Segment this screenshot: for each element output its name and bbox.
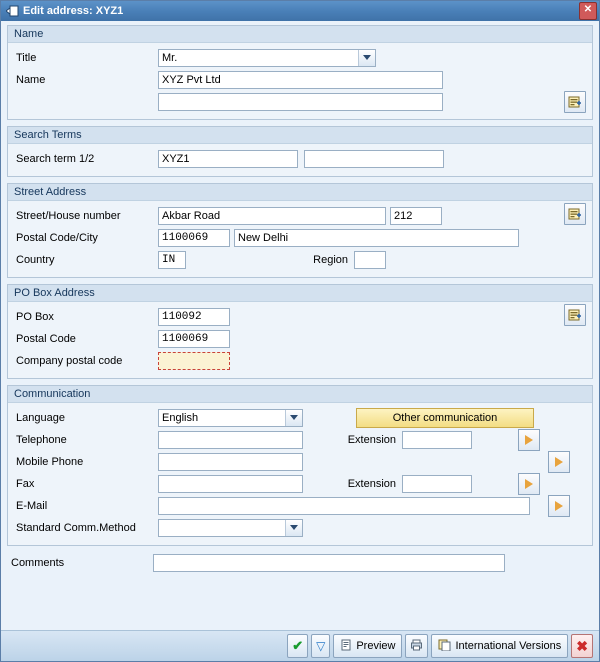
title-select[interactable] bbox=[158, 49, 376, 67]
arrow-right-icon[interactable] bbox=[518, 429, 540, 451]
search-term-2-field[interactable] bbox=[304, 150, 444, 168]
arrow-right-icon[interactable] bbox=[518, 473, 540, 495]
title-bar bbox=[1, 1, 599, 21]
email-field[interactable] bbox=[158, 497, 530, 515]
country-field[interactable] bbox=[158, 251, 186, 269]
company-postal-label: Company postal code bbox=[16, 354, 123, 367]
telephone-field[interactable] bbox=[158, 431, 303, 449]
green-check-icon: ✔ bbox=[292, 638, 304, 653]
cancel-button[interactable] bbox=[571, 634, 593, 658]
row-postal-city bbox=[14, 227, 586, 248]
fax-extension-field[interactable] bbox=[402, 475, 472, 493]
form-content bbox=[1, 21, 599, 630]
continue-button[interactable] bbox=[287, 634, 308, 658]
window-title: Edit address: XYZ1 bbox=[23, 5, 124, 17]
other-communication-button[interactable]: Other communication bbox=[356, 408, 534, 428]
group-street-title: Street Address bbox=[8, 184, 592, 201]
group-pobox-body bbox=[8, 302, 592, 378]
row-pobox bbox=[14, 306, 586, 327]
fax-field[interactable] bbox=[158, 475, 303, 493]
mobile-label: Mobile Phone bbox=[16, 455, 84, 468]
row-email bbox=[14, 495, 586, 516]
language-label: Language bbox=[16, 411, 65, 424]
telephone-extension-field[interactable] bbox=[402, 431, 472, 449]
row-comments bbox=[7, 552, 593, 574]
row-search-terms bbox=[14, 148, 586, 169]
arrow-right-icon[interactable] bbox=[548, 495, 570, 517]
postal-code-field[interactable] bbox=[158, 229, 230, 247]
group-pobox-title: PO Box Address bbox=[8, 285, 592, 302]
region-field[interactable] bbox=[354, 251, 386, 269]
group-po-box bbox=[7, 284, 593, 379]
telephone-extension-label: Extension bbox=[347, 433, 396, 446]
row-street bbox=[14, 205, 586, 226]
std-comm-label: Standard Comm.Method bbox=[16, 521, 136, 534]
red-x-icon: ✖ bbox=[576, 637, 588, 654]
group-communication-body bbox=[8, 403, 592, 545]
print-button[interactable] bbox=[405, 634, 428, 658]
filter-button[interactable] bbox=[311, 634, 330, 658]
email-label: E-Mail bbox=[16, 499, 48, 512]
mobile-field[interactable] bbox=[158, 453, 303, 471]
comments-field[interactable] bbox=[153, 554, 505, 572]
footer-toolbar bbox=[1, 630, 599, 661]
street-label: Street/House number bbox=[16, 209, 121, 222]
group-street-body bbox=[8, 201, 592, 277]
group-name bbox=[7, 25, 593, 120]
versions-icon bbox=[438, 639, 451, 654]
region-label: Region bbox=[313, 253, 348, 266]
address-detail-icon[interactable] bbox=[564, 203, 586, 225]
international-versions-button[interactable] bbox=[431, 634, 568, 658]
comments-label: Comments bbox=[11, 557, 65, 569]
group-search-terms bbox=[7, 126, 593, 177]
versions-label: International Versions bbox=[455, 640, 562, 652]
row-country-region bbox=[14, 249, 586, 270]
postal-city-label: Postal Code/City bbox=[16, 231, 98, 244]
country-label: Country bbox=[16, 253, 55, 266]
group-name-body bbox=[8, 43, 592, 119]
row-pobox-postal bbox=[14, 328, 586, 349]
fax-label: Fax bbox=[16, 477, 35, 490]
title-select-wrap bbox=[158, 49, 376, 67]
document-icon bbox=[340, 639, 352, 654]
row-language bbox=[14, 407, 586, 428]
name-field-2[interactable] bbox=[158, 93, 443, 111]
pobox-postal-label: Postal Code bbox=[16, 332, 76, 345]
funnel-icon: ▽ bbox=[316, 639, 326, 653]
row-company-postal bbox=[14, 350, 586, 371]
language-select[interactable] bbox=[158, 409, 303, 427]
search-term-1-field[interactable] bbox=[158, 150, 298, 168]
fax-extension-label: Extension bbox=[347, 477, 396, 490]
group-search-title: Search Terms bbox=[8, 127, 592, 144]
preview-button[interactable] bbox=[333, 634, 402, 658]
city-field[interactable] bbox=[234, 229, 519, 247]
pobox-postal-field[interactable] bbox=[158, 330, 230, 348]
language-select-wrap bbox=[158, 409, 303, 427]
group-communication-title: Communication bbox=[8, 386, 592, 403]
group-street-address bbox=[7, 183, 593, 278]
pobox-field[interactable] bbox=[158, 308, 230, 326]
pobox-label: PO Box bbox=[16, 310, 54, 323]
std-comm-select[interactable] bbox=[158, 519, 303, 537]
row-title bbox=[14, 47, 586, 68]
address-detail-icon[interactable] bbox=[564, 91, 586, 113]
edit-address-icon bbox=[5, 4, 19, 18]
row-fax bbox=[14, 473, 586, 494]
printer-icon bbox=[410, 639, 423, 654]
row-name1 bbox=[14, 69, 586, 90]
house-number-field[interactable] bbox=[390, 207, 442, 225]
group-communication bbox=[7, 385, 593, 546]
name-label: Name bbox=[16, 73, 46, 86]
group-search-body bbox=[8, 144, 592, 176]
title-label: Title bbox=[16, 51, 37, 64]
preview-label: Preview bbox=[356, 640, 396, 652]
company-postal-field[interactable] bbox=[158, 352, 230, 370]
search-term-label: Search term 1/2 bbox=[16, 152, 95, 165]
row-mobile bbox=[14, 451, 586, 472]
telephone-label: Telephone bbox=[16, 433, 67, 446]
row-telephone bbox=[14, 429, 586, 450]
address-detail-icon[interactable] bbox=[564, 304, 586, 326]
std-comm-select-wrap bbox=[158, 519, 303, 537]
name-field-1[interactable] bbox=[158, 71, 443, 89]
close-button[interactable]: ✕ bbox=[579, 2, 597, 20]
row-std-comm bbox=[14, 517, 586, 538]
group-name-title: Name bbox=[8, 26, 592, 43]
street-field[interactable] bbox=[158, 207, 386, 225]
row-name2 bbox=[14, 91, 586, 112]
arrow-right-icon[interactable] bbox=[548, 451, 570, 473]
